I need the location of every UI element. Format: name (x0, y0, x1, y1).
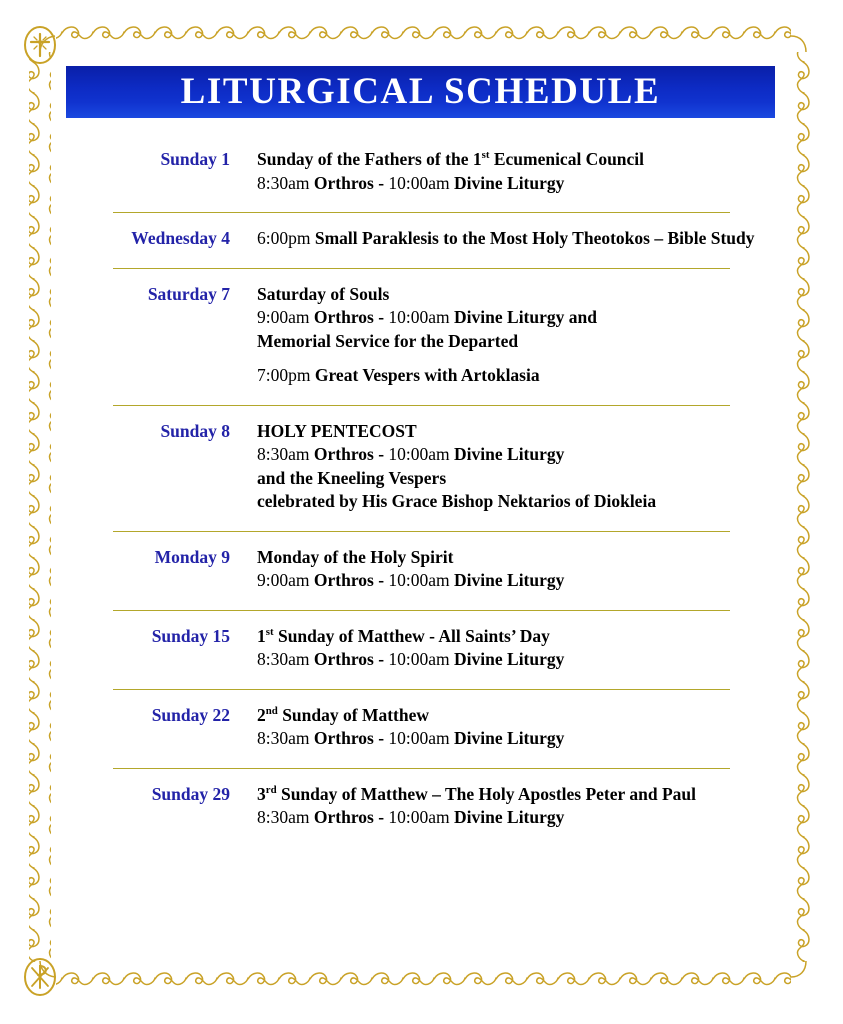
service-time-second: 10:00am (388, 172, 455, 193)
service-name-second: Divine Liturgy (454, 807, 565, 827)
title-banner (66, 66, 775, 118)
service-time: 6:00pm (257, 228, 315, 248)
entry-line (257, 490, 843, 514)
schedule-entry (0, 783, 843, 830)
service-name: Saturday of Souls (257, 283, 390, 304)
service-name: celebrated by His Grace Bishop Nektarios of Diokleia (257, 491, 657, 511)
service-name: Orthros - (313, 649, 389, 669)
entry-details (230, 420, 843, 514)
entry-date: Monday 9 (154, 546, 230, 567)
entry-line (257, 625, 843, 649)
entry-details (230, 625, 843, 672)
service-name: 2 (257, 704, 266, 725)
service-time-second: 10:00am (388, 807, 455, 827)
service-name-second: Divine Liturgy (454, 172, 565, 193)
entry-line (257, 148, 843, 172)
entry-date: Sunday 15 (151, 625, 230, 646)
service-name: and the Kneeling Vespers (257, 467, 447, 488)
entry-divider (113, 405, 730, 406)
schedule-entry (0, 227, 843, 251)
service-time-second: 10:00am (388, 570, 455, 590)
service-time-second: 10:00am (388, 728, 455, 748)
entry-date: Saturday 7 (147, 283, 230, 304)
service-time: 9:00am (257, 307, 314, 327)
service-name-second: Divine Liturgy (454, 444, 565, 464)
service-name: 1 (257, 625, 266, 646)
page-title: LITURGICAL SCHEDULE (180, 71, 661, 112)
service-time: 8:30am (257, 807, 314, 827)
entry-date: Sunday 29 (151, 783, 230, 804)
entry-line (257, 569, 843, 593)
service-name: Orthros - (313, 570, 389, 590)
service-name: Sunday of the Fathers of the 1 (257, 149, 482, 169)
service-name-cont: Sunday of Matthew (277, 704, 430, 725)
entry-line (257, 306, 843, 330)
service-name: Orthros - (313, 807, 389, 827)
schedule-entry (0, 420, 843, 514)
entry-line (257, 783, 843, 807)
service-time: 8:30am (257, 172, 314, 193)
service-time: 9:00am (257, 570, 314, 590)
service-name-second: Divine Liturgy (454, 728, 565, 748)
schedule-entry (0, 148, 843, 195)
service-name-second: Divine Liturgy (454, 570, 565, 590)
entry-line (257, 420, 843, 444)
entry-line (257, 806, 843, 830)
entry-details (230, 148, 843, 195)
entry-divider (113, 268, 730, 269)
service-name-cont: Sunday of Matthew – The Holy Apostles Peter and Paul (276, 783, 696, 804)
entry-line (257, 727, 843, 751)
service-name: Memorial Service for the Departed (257, 330, 519, 351)
entry-date: Sunday 8 (160, 420, 230, 441)
service-name-cont: Ecumenical Council (489, 149, 645, 169)
service-time: 7:00pm (257, 365, 315, 385)
entry-line (257, 172, 843, 196)
entry-divider (113, 768, 730, 769)
service-name: Monday of the Holy Spirit (257, 546, 454, 567)
service-name-second: Divine Liturgy (454, 649, 565, 669)
service-name: Orthros - (313, 728, 389, 748)
entry-date: Sunday 22 (151, 704, 230, 725)
entry-line (257, 648, 843, 672)
entry-divider (113, 689, 730, 690)
entry-divider (113, 212, 730, 213)
ordinal-suffix: st (265, 625, 274, 638)
service-name: Small Paraklesis to the Most Holy Theotokos – Bible Study (314, 228, 755, 248)
entry-line (257, 227, 843, 251)
schedule-entry (0, 546, 843, 593)
entry-line (257, 330, 843, 354)
schedule-list (0, 148, 843, 830)
entry-date: Wednesday 4 (131, 228, 230, 248)
service-time-second: 10:00am (388, 307, 455, 327)
entry-divider (113, 610, 730, 611)
entry-details (230, 783, 843, 830)
entry-line (257, 467, 843, 491)
service-name-cont: Sunday of Matthew - All Saints’ Day (273, 625, 550, 646)
entry-line (257, 546, 843, 570)
service-name: HOLY PENTECOST (257, 420, 417, 441)
entry-line (257, 704, 843, 728)
service-name: Orthros - (313, 444, 389, 464)
service-time: 8:30am (257, 728, 314, 748)
service-name: Great Vespers with Artoklasia (314, 365, 540, 385)
entry-divider (113, 531, 730, 532)
ordinal-suffix: st (481, 149, 490, 162)
service-time: 8:30am (257, 444, 314, 464)
schedule-entry (0, 283, 843, 388)
schedule-entry (0, 704, 843, 751)
service-time-second: 10:00am (388, 649, 455, 669)
entry-details (230, 283, 843, 388)
entry-line (257, 443, 843, 467)
ordinal-suffix: rd (265, 783, 277, 796)
entry-line (257, 283, 843, 307)
service-time-second: 10:00am (388, 444, 455, 464)
entry-details (230, 546, 843, 593)
schedule-entry (0, 625, 843, 672)
entry-details (230, 704, 843, 751)
entry-line (257, 364, 843, 388)
service-name: Orthros - (313, 307, 389, 327)
service-name: Orthros - (313, 172, 389, 193)
service-name: 3 (257, 783, 266, 804)
ordinal-suffix: nd (265, 704, 278, 717)
entry-details (230, 227, 843, 251)
entry-date: Sunday 1 (160, 149, 230, 169)
service-time: 8:30am (257, 649, 314, 669)
service-name-second: Divine Liturgy and (454, 307, 597, 327)
